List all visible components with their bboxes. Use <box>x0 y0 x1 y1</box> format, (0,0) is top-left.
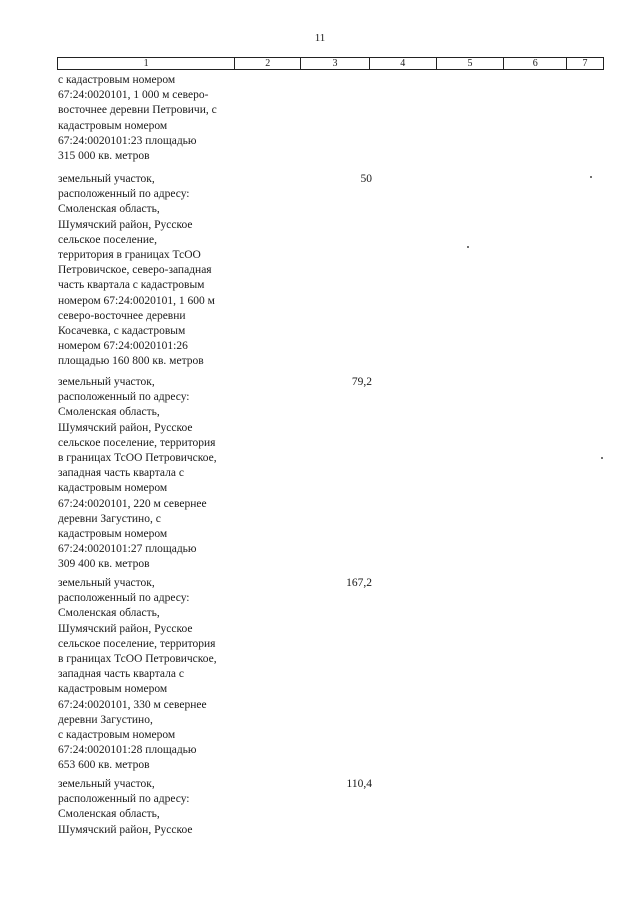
text-line: Смоленская область, <box>58 808 160 821</box>
text-line: территория в границах ТсОО <box>58 249 201 262</box>
text-line: кадастровым номером <box>58 683 168 696</box>
text-line: северо-восточнее деревни <box>58 309 186 322</box>
text-line: номером 67:24:0020101, 1 600 м <box>58 294 215 307</box>
column-header-3: 3 <box>301 58 370 69</box>
scan-speck <box>601 457 603 459</box>
text-line: расположенный по адресу: <box>58 592 190 605</box>
text-line: сельское поселение, территория <box>58 436 216 449</box>
land-plot-entry <box>58 172 258 370</box>
land-plot-entry <box>58 576 258 774</box>
column-header-1: 1 <box>58 58 235 69</box>
text-line: часть квартала с кадастровым <box>58 279 205 292</box>
text-line: западная часть квартала с <box>58 668 184 681</box>
text-line: кадастровым номером <box>58 119 168 132</box>
text-line: кадастровым номером <box>58 528 168 541</box>
text-line: 309 400 кв. метров <box>58 558 150 571</box>
column-header-2: 2 <box>235 58 301 69</box>
text-line: расположенный по адресу: <box>58 391 190 404</box>
column-header-5: 5 <box>437 58 505 69</box>
text-line: кадастровым номером <box>58 482 168 495</box>
text-line: 67:24:0020101, 330 м севернее <box>58 698 207 711</box>
page-number: 11 <box>314 32 326 44</box>
scan-speck <box>467 246 469 248</box>
text-line: 315 000 кв. метров <box>58 150 150 163</box>
text-line: с кадастровым номером <box>58 74 176 86</box>
table-header-row <box>57 57 604 70</box>
text-line: восточнее деревни Петровичи, с <box>58 104 217 117</box>
text-line: Петровичское, северо-западная <box>58 264 212 277</box>
area-value: 167,2 <box>346 577 372 589</box>
column-header-7: 7 <box>582 58 588 69</box>
text-line: деревни Загустино, <box>58 713 153 726</box>
text-line: расположенный по адресу: <box>58 188 190 201</box>
land-plot-entry <box>58 375 258 573</box>
text-line: земельный участок, <box>58 577 155 589</box>
text-line: Смоленская область, <box>58 203 160 216</box>
text-line: 67:24:0020101:23 площадью <box>58 134 197 147</box>
area-value: 79,2 <box>351 376 372 388</box>
text-line: Шумячский район, Русское <box>58 622 193 635</box>
text-line: площадью 160 800 кв. метров <box>58 355 204 368</box>
land-plot-entry <box>58 777 258 838</box>
text-line: земельный участок, <box>58 376 155 388</box>
text-line: в границах ТсОО Петровичское, <box>58 653 217 666</box>
text-line: 67:24:0020101, 220 м севернее <box>58 497 207 510</box>
text-line: с кадастровым номером <box>58 729 176 742</box>
text-line: Шумячский район, Русское <box>58 823 193 836</box>
text-line: 67:24:0020101, 1 000 м северо- <box>58 89 209 102</box>
text-line: 67:24:0020101:27 площадью <box>58 543 197 556</box>
text-line: Шумячский район, Русское <box>58 421 193 434</box>
text-line: расположенный по адресу: <box>58 793 190 806</box>
text-line: земельный участок, <box>58 778 155 790</box>
text-line: 67:24:0020101:28 площадью <box>58 744 197 757</box>
scan-speck <box>590 176 592 178</box>
continuation-text <box>58 73 258 164</box>
text-line: деревни Загустино, с <box>58 512 161 525</box>
column-header-6: 6 <box>504 58 567 69</box>
text-line: в границах ТсОО Петровичское, <box>58 452 217 465</box>
area-value: 50 <box>360 173 372 185</box>
text-line: номером 67:24:0020101:26 <box>58 340 188 353</box>
text-line: сельское поселение, территория <box>58 637 216 650</box>
area-value: 110,4 <box>346 778 372 790</box>
text-line: 653 600 кв. метров <box>58 759 150 772</box>
text-line: земельный участок, <box>58 173 155 185</box>
text-line: Косачевка, с кадастровым <box>58 325 186 338</box>
text-line: Смоленская область, <box>58 406 160 419</box>
text-line: Смоленская область, <box>58 607 160 620</box>
text-line: сельское поселение, <box>58 233 157 246</box>
text-line: западная часть квартала с <box>58 467 184 480</box>
text-line: Шумячский район, Русское <box>58 218 193 231</box>
column-header-4: 4 <box>370 58 437 69</box>
